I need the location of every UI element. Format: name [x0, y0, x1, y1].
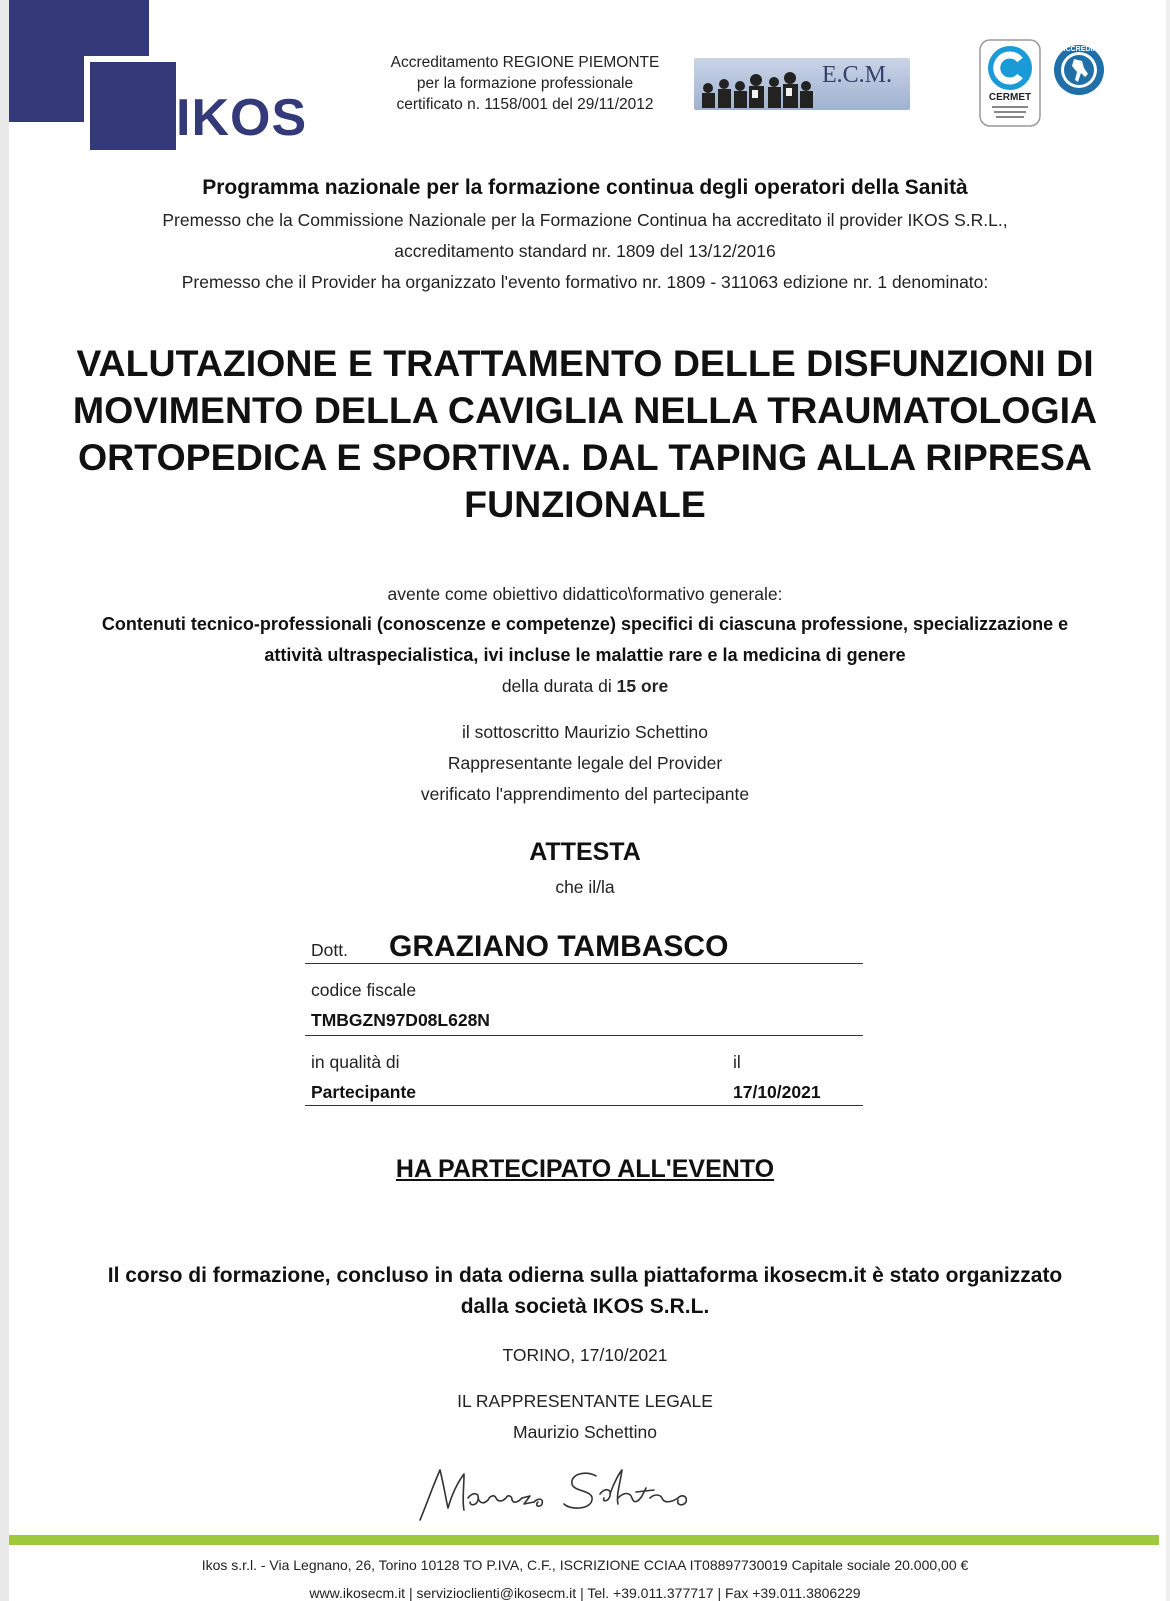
rep-name: Maurizio Schettino: [513, 1422, 657, 1442]
objective-intro: avente come obiettivo didattico\formativo generale:: [387, 584, 783, 604]
accredia-label: ACCREDIA: [1060, 46, 1098, 53]
participation-statement: HA PARTECIPATO ALL'EVENTO: [395, 1155, 775, 1183]
footer-accent-bar: [9, 1535, 1159, 1545]
footer-contacts: www.ikosecm.it | servizioclienti@ikosecm.it | Tel. +39.011.377717 | Fax +39.011.3806229: [309, 1585, 861, 1601]
course-statement: [0, 1260, 1170, 1322]
duration-value: 15 ore: [616, 676, 669, 696]
attesta-subtitle: che il/la: [555, 877, 615, 897]
cf-label: codice fiscale: [311, 980, 417, 1000]
intro-line: Premesso che la Commissione Nazionale per la Formazione Continua ha accreditato il provider IKOS S.R.L.,: [162, 210, 1008, 230]
event-title-line: FUNZIONALE: [464, 483, 706, 525]
duration: [0, 676, 1170, 697]
signatory-line: verificato l'apprendimento del partecipante: [420, 784, 750, 804]
event-title-line: VALUTAZIONE E TRATTAMENTO DELLE DISFUNZIONI DI: [76, 342, 1094, 384]
footer-address: Ikos s.r.l. - Via Legnano, 26, Torino 10128 TO P.IVA, C.F., ISCRIZIONE CCIAA IT08897730019 Capitale sociale 20.000,00 €: [201, 1557, 969, 1573]
signatory-line: il sottoscritto Maurizio Schettino: [461, 722, 709, 742]
rep-title: IL RAPPRESENTANTE LEGALE: [457, 1391, 713, 1411]
objective-line: attività ultraspecialistica, ivi incluse le malattie rare e la medicina di genere: [264, 645, 906, 665]
role-label: in qualità di: [311, 1052, 400, 1072]
role-value: Partecipante: [311, 1082, 417, 1102]
intro-line: accreditamento standard nr. 1809 del 13/12/2016: [394, 241, 776, 261]
course-line: dalla società IKOS S.R.L.: [460, 1295, 710, 1318]
cermet-logo: [978, 38, 1042, 128]
participant-name: GRAZIANO TAMBASCO: [389, 930, 729, 963]
cermet-label: CERMET: [988, 92, 1032, 103]
course-line: Il corso di formazione, concluso in data odierna sulla piattaforma ikosecm.it è stato organizzato: [107, 1264, 1063, 1287]
ecm-logo: [694, 58, 910, 110]
date-label: il: [733, 1052, 741, 1072]
accreditation-line: certificato n. 1158/001 del 29/11/2012: [396, 96, 654, 113]
date-value: 17/10/2021: [733, 1082, 821, 1102]
accredia-logo: [1052, 40, 1106, 104]
program-title: Programma nazionale per la formazione continua degli operatori della Sanità: [202, 176, 968, 199]
attesta-title: ATTESTA: [529, 838, 641, 866]
signatory-line: Rappresentante legale del Provider: [447, 753, 723, 773]
accreditation-line: per la formazione professionale: [416, 75, 634, 92]
event-title-line: ORTOPEDICA E SPORTIVA. DAL TAPING ALLA RIPRESA: [78, 436, 1092, 478]
divider: [305, 1035, 863, 1036]
event-title: [0, 340, 1170, 528]
divider: [305, 963, 863, 964]
divider: [305, 1105, 863, 1106]
objective-line: Contenuti tecnico-professionali (conoscenze e competenze) specifici di ciascuna professione, specializzazione e: [101, 614, 1069, 634]
place-date: TORINO, 17/10/2021: [502, 1345, 668, 1365]
title-prefix: Dott.: [311, 940, 348, 960]
event-title-line: MOVIMENTO DELLA CAVIGLIA NELLA TRAUMATOLOGIA: [72, 389, 1098, 431]
logo-square-small: [84, 56, 176, 150]
ecm-label: E.C.M.: [822, 62, 893, 88]
accreditation-line: Accreditamento REGIONE PIEMONTE: [390, 54, 660, 71]
handwritten-signature: [410, 1458, 710, 1528]
people-group-icon: [698, 68, 818, 108]
duration-prefix: della durata di: [501, 676, 617, 696]
cf-value: TMBGZN97D08L628N: [311, 1010, 490, 1030]
logo-text: IKOS: [176, 89, 308, 147]
accreditation-text: [370, 52, 680, 115]
intro-line: Premesso che il Provider ha organizzato l'evento formativo nr. 1809 - 311063 edizione nr. 1 denominato:: [181, 272, 989, 292]
